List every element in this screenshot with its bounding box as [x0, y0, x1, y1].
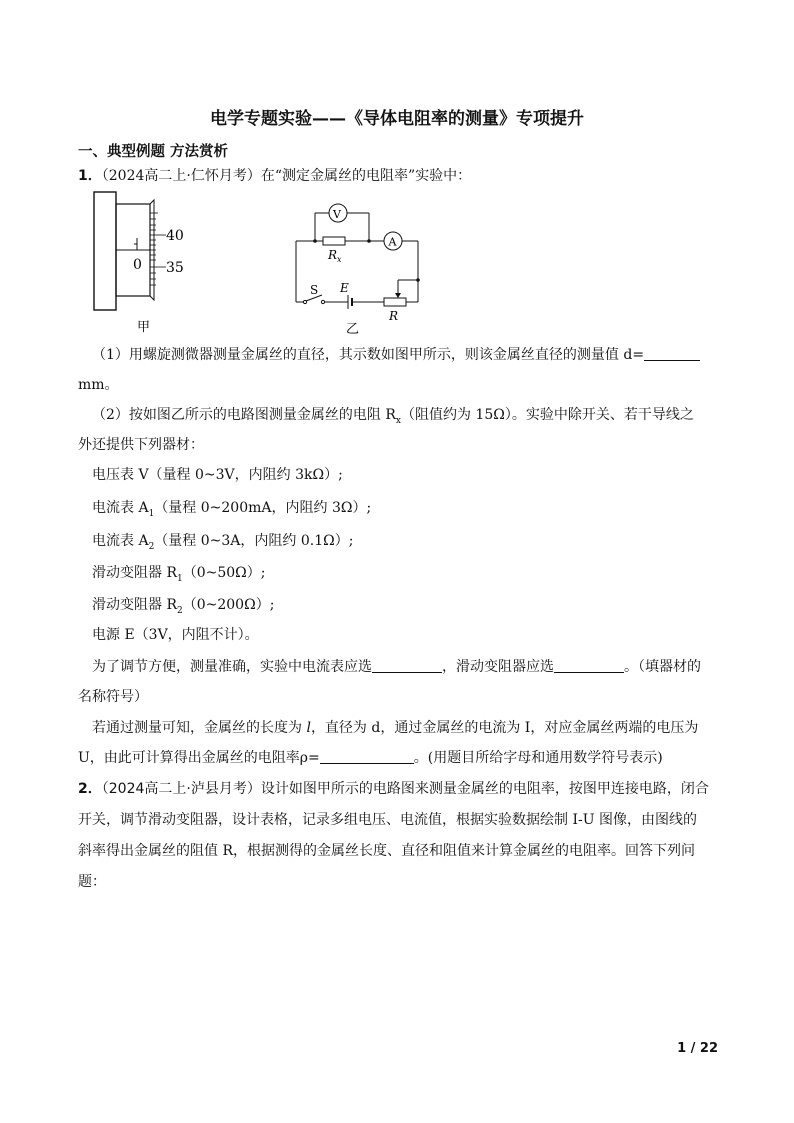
- rheostat-label: R: [389, 309, 399, 323]
- equipment-ammeter-a2: 电流表 $A_2$（量程 0~3A，内阻约 0.1Ω）;: [92, 533, 354, 552]
- q1-part3: 为了调节方便，测量准确，实验中电流表应选 ，滑动变阻器应选 。（填器材的: [92, 659, 701, 675]
- q1-part2-cont: 外还提供下列器材：: [78, 437, 204, 453]
- q1-part4-cont: U，由此可计算得出金属丝的电阻率ρ= 。(用题目所给字母和通用数学符号表示): [78, 750, 663, 766]
- document-title: 电学专题实验——《导体电阻率的测量》专项提升: [210, 109, 584, 129]
- equipment-voltmeter: 电压表 V（量程 0~3V，内阻约 3kΩ）;: [92, 467, 343, 483]
- answer-blank-ammeter[interactable]: [372, 658, 442, 673]
- question-2-line4: 题：: [78, 874, 106, 890]
- question-2-heading: 2．（2024高二上·泸县月考）设计如图甲所示的电路图来测量金属丝的电阻率，按图甲连接电路，闭合: [78, 781, 709, 797]
- resistor-rx: [323, 237, 345, 245]
- page-number: 1 / 22: [677, 1041, 718, 1056]
- q1-part4: 若通过测量可知，金属丝的长度为 l，直径为 d，通过金属丝的电流为 I，对应金属丝两端的电压为: [92, 720, 699, 736]
- question-2-line3: 斜率得出金属丝的阻值 R，根据测得的金属丝长度、直径和阻值来计算金属丝的电阻率。回答下列问: [78, 843, 695, 859]
- equipment-ammeter-a1: 电流表 $A_1$（量程 0~200mA，内阻约 3Ω）;: [92, 500, 372, 519]
- question-source: （2024高二上·仁怀月考）: [101, 168, 261, 184]
- battery-label: E: [340, 281, 349, 295]
- equipment-power-source: 电源 E（3V，内阻不计）。: [92, 627, 259, 643]
- question-2-line2: 开关，调节滑动变阻器，设计表格，记录多组电压、电流值，根据实验数据绘制 I-U 图像，由图线的: [78, 812, 697, 828]
- equipment-rheostat-r2: 滑动变阻器 $R_2(0\sim 200\Omega)$;: [92, 597, 275, 616]
- answer-blank-resistivity[interactable]: [320, 749, 414, 764]
- answer-blank-d[interactable]: [644, 346, 700, 361]
- scale-label-40: 40: [166, 228, 184, 244]
- circuit-figure: [286, 196, 436, 338]
- q1-part1-unit: mm。: [78, 377, 119, 393]
- scale-label-0: 0: [133, 257, 142, 273]
- rheostat-symbol: [384, 298, 406, 306]
- question-intro: 在“测定金属丝的电阻率”实验中：: [260, 168, 472, 184]
- figure-label-jia: 甲: [137, 320, 151, 335]
- question-number: 2．: [78, 781, 102, 797]
- q1-part1: （1）用螺旋测微器测量金属丝的直径，其示数如图甲所示，则该金属丝直径的测量值 d=: [92, 345, 700, 365]
- question-1-heading: [78, 166, 471, 186]
- rx-label: $R_x$: [328, 248, 342, 264]
- q1-part2: （2）按如图乙所示的电路图测量金属丝的电阻 $R_x$（阻值约为 15Ω）。实验中除开关、若干导线之: [92, 407, 694, 426]
- switch-label: S: [310, 283, 319, 297]
- question-source: （2024高二上·泸县月考）: [101, 781, 261, 797]
- answer-blank-rheostat[interactable]: [554, 658, 624, 673]
- voltmeter-label: V: [333, 208, 341, 221]
- scale-label-35: 35: [166, 260, 184, 276]
- equipment-rheostat-r1: 滑动变阻器 $R_1(0\sim 50\Omega)$;: [92, 565, 266, 584]
- section-heading: 一、典型例题 方法赏析: [78, 144, 229, 160]
- figure-label-yi: 乙: [346, 322, 360, 337]
- ammeter-label: A: [388, 235, 397, 249]
- micrometer-figure: [88, 188, 208, 338]
- q1-part3-cont: 名称符号）: [78, 689, 148, 705]
- question-number: 1．: [78, 168, 102, 184]
